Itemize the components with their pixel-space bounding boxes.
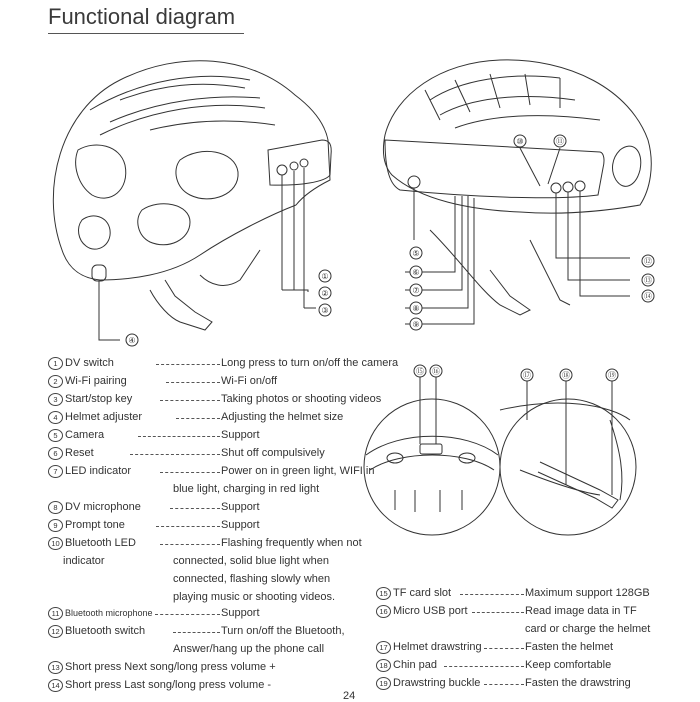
callout-3 [319,304,331,316]
item-number: 3 [48,393,63,406]
item-label: LED indicator [65,465,132,477]
item-label: Drawstring buckle [393,677,481,689]
callout-8 [410,302,422,314]
list-item [376,676,666,690]
leader-line [160,392,220,406]
item-number: 15 [376,587,391,600]
item-label: Bluetooth switch [65,625,146,637]
svg-text:②: ② [321,289,329,298]
callout-17 [521,369,533,381]
callout-18 [560,369,572,381]
leader-line [155,606,220,620]
item-number: 12 [48,625,63,638]
list-item [376,586,666,600]
item-description: Turn on/off the Bluetooth, [221,625,345,637]
svg-text:⑭: ⑭ [644,292,652,301]
svg-text:⑪: ⑪ [556,137,564,146]
item-description: playing music or shooting videos. [173,591,336,603]
item-number: 19 [376,677,391,690]
page-number: 24 [343,690,356,702]
detail-circle-strap [500,378,636,535]
leader-line [160,464,220,478]
list-item [48,410,368,424]
item-number: 9 [48,519,63,532]
helmet-side-view [53,61,331,340]
item-label: Wi-Fi pairing [65,375,127,387]
item-description: connected, flashing slowly when [173,573,331,585]
svg-text:③: ③ [321,306,329,315]
item-description: Support [221,519,260,531]
item-number: 16 [376,605,391,618]
item-number: 14 [48,679,63,692]
list-item [376,640,666,654]
page-title: Functional diagram [48,4,236,29]
list-item [48,536,368,550]
item-label: Helmet adjuster [65,411,143,423]
item-label: Reset [65,447,94,459]
svg-text:⑯: ⑯ [432,367,440,376]
callout-7 [410,284,422,296]
leader-line [460,586,524,600]
item-label: Chin pad [393,659,438,671]
leader-line [166,374,220,388]
leader-line [170,500,220,514]
item-description: Wi-Fi on/off [221,375,278,387]
list-item [376,604,666,618]
callout-12 [642,255,654,267]
helmet-front-view [383,60,651,324]
leader-line [156,518,220,532]
item-label: Camera [65,429,105,441]
callout-13 [642,274,654,286]
item-description: Maximum support 128GB [525,587,650,599]
svg-text:①: ① [321,272,329,281]
callout-19 [606,369,618,381]
item-label: Short press Last song/long press volume - [65,679,272,691]
item-number: 17 [376,641,391,654]
svg-text:⑰: ⑰ [523,371,531,380]
callout-16 [430,365,442,377]
item-number: 2 [48,375,63,388]
svg-text:⑫: ⑫ [644,257,652,266]
list-item [376,658,666,672]
svg-text:⑦: ⑦ [412,286,420,295]
item-description: Support [221,607,260,619]
item-description: Flashing frequently when not [221,537,362,549]
item-label: DV microphone [65,501,141,513]
list-item [48,446,368,460]
callout-5 [410,247,422,259]
item-number: 5 [48,429,63,442]
leader-line [444,658,524,672]
list-item [48,464,375,478]
callout-2 [319,287,331,299]
list-item [48,392,382,406]
item-number: 4 [48,411,63,424]
svg-text:⑲: ⑲ [608,371,616,380]
leader-line [484,676,524,690]
svg-text:⑬: ⑬ [644,276,652,285]
item-label: Bluetooth LED [65,537,136,549]
item-label: Short press Next song/long press volume + [65,661,276,673]
item-label: TF card slot [393,587,452,599]
item-label: Bluetooth microphone [65,608,153,618]
item-number: 8 [48,501,63,514]
list-item [48,678,368,692]
item-number: 1 [48,357,63,370]
item-number: 13 [48,661,63,674]
svg-text:⑧: ⑧ [412,304,420,313]
item-label: Start/stop key [65,393,133,405]
item-number: 18 [376,659,391,672]
callout-10 [514,135,526,147]
list-item [48,500,368,514]
item-description: Long press to turn on/off the camera [221,357,399,369]
svg-text:⑩: ⑩ [516,137,524,146]
item-description: card or charge the helmet [525,623,651,635]
svg-text:④: ④ [128,336,136,345]
leader-line [156,356,220,370]
callout-6 [410,266,422,278]
item-description: Taking photos or shooting videos [221,393,382,405]
item-number: 7 [48,465,63,478]
leader-line [472,604,524,618]
item-number: 6 [48,447,63,460]
detail-circle-ports [364,376,500,535]
item-description: Adjusting the helmet size [221,411,344,423]
leader-line [176,410,220,424]
item-label: Micro USB port [393,605,468,617]
svg-text:⑤: ⑤ [412,249,420,258]
item-description: Power on in green light, WIFI in [221,465,375,477]
item-description: Shut off compulsively [221,447,325,459]
leader-line [160,536,220,550]
svg-text:⑥: ⑥ [412,268,420,277]
leader-line [138,428,220,442]
list-item [48,518,368,532]
item-number: 11 [48,607,63,620]
callout-9 [410,318,422,330]
list-item [48,624,368,638]
item-description: Support [221,429,260,441]
item-description: blue light, charging in red light [173,483,320,495]
item-label: Helmet drawstring [393,641,482,653]
item-label: DV switch [65,357,114,369]
item-label: indicator [63,555,105,567]
callout-14 [642,290,654,302]
svg-text:⑮: ⑮ [416,367,424,376]
leader-line [130,446,220,460]
callout-15 [414,365,426,377]
item-description: Keep comfortable [525,659,612,671]
leader-line [484,640,524,654]
item-description: Answer/hang up the phone call [173,643,325,655]
item-number: 10 [48,537,63,550]
list-item [48,660,368,674]
callout-4 [126,334,138,346]
leader-line [173,624,220,638]
item-label: Prompt tone [65,519,125,531]
item-description: Read image data in TF [525,605,637,617]
item-description: connected, solid blue light when [173,555,329,567]
list-item [48,374,368,388]
list-item [48,428,368,442]
list-item [48,606,368,620]
item-description: Fasten the helmet [525,641,614,653]
svg-text:⑨: ⑨ [412,320,420,329]
callout-1 [319,270,331,282]
callout-11 [554,135,566,147]
list-item [48,356,399,370]
item-description: Support [221,501,260,513]
svg-text:⑱: ⑱ [562,371,570,380]
item-description: Fasten the drawstring [525,677,631,689]
